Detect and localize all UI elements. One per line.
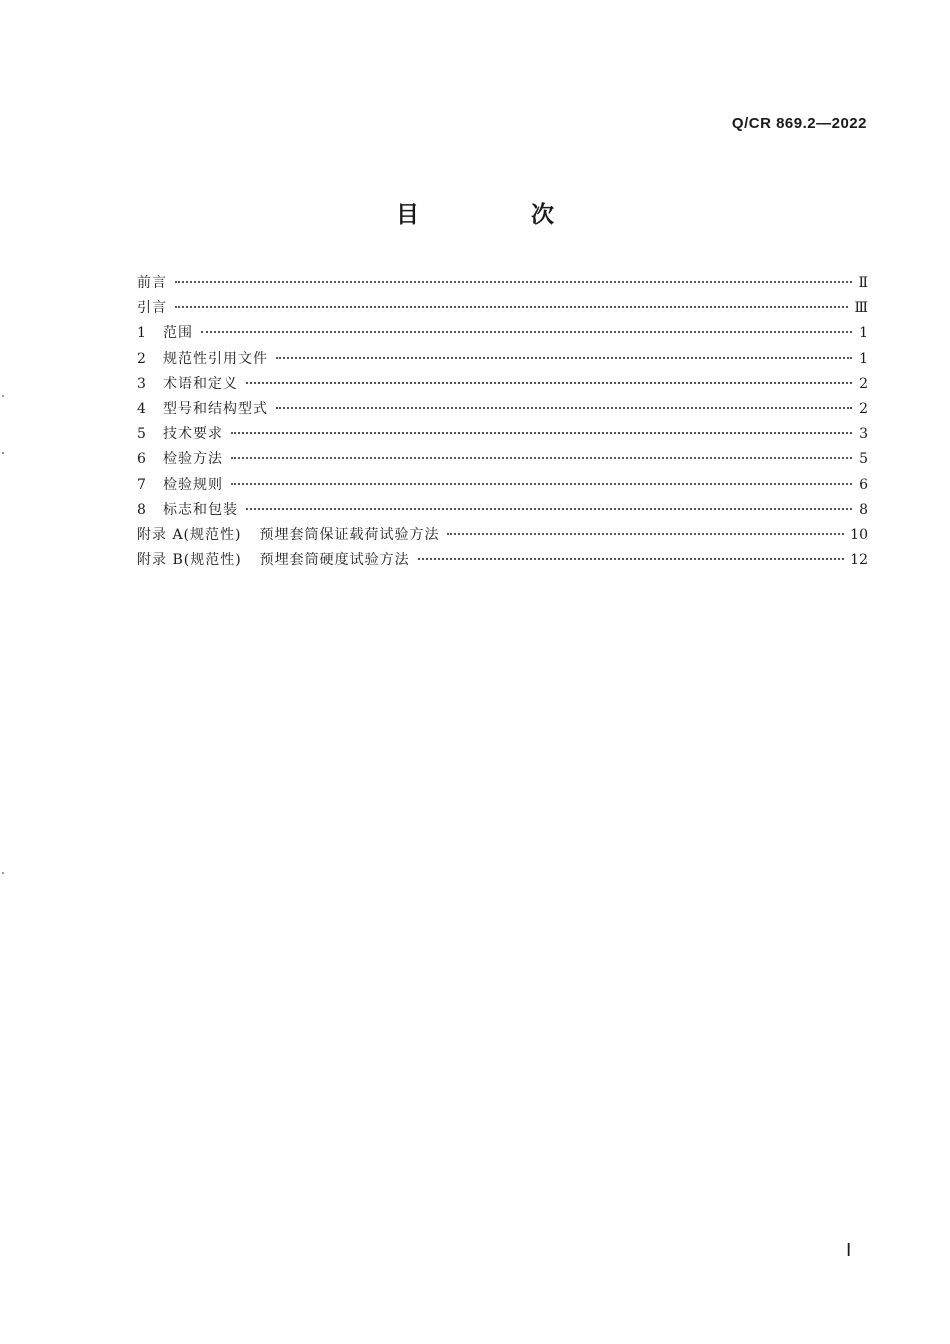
toc-entry-text: 引言 [137,300,167,317]
toc-entry-page: 6 [859,476,868,493]
document-code: Q/CR 869.2—2022 [731,115,867,132]
scan-speck [2,872,4,874]
toc-entry-page: 5 [859,451,868,468]
toc-entry-number: 8 [137,501,146,518]
leader-dots [231,432,852,434]
page-number: Ⅰ [846,1240,852,1260]
toc-entry-text: 型号和结构型式 [163,400,268,417]
toc-entry-introduction[interactable] [137,296,868,321]
toc-entry-text: 附录 B(规范性) [137,552,242,569]
leader-dots [201,331,852,333]
leader-dots [276,407,852,409]
toc-entry-text: 附录 A(规范性) [137,526,242,543]
leader-dots [231,457,852,459]
leader-dots [231,483,852,485]
toc-entry-models-structure[interactable] [137,397,868,422]
toc-entry-text: 范围 [163,325,193,342]
toc-entry-appendix-b[interactable] [137,548,868,573]
toc-entry-text: 标志和包装 [163,501,238,518]
leader-dots [175,306,848,308]
toc-entry-number: 6 [137,451,146,468]
toc-entry-scope[interactable] [137,321,868,346]
toc-entry-page: Ⅱ [858,275,868,291]
toc-entry-page: 3 [859,426,868,443]
leader-dots [246,508,852,510]
toc-entry-appendix-title: 预埋套筒保证载荷试验方法 [259,526,440,543]
toc-entry-text: 检验规则 [163,476,223,493]
toc-entry-appendix-title: 预埋套筒硬度试验方法 [259,552,410,569]
toc-entry-test-methods[interactable] [137,447,868,472]
toc-entry-foreword[interactable] [137,271,868,296]
toc-entry-inspection-rules[interactable] [137,473,868,498]
toc-entry-appendix-a[interactable] [137,523,868,548]
toc-entry-page: 2 [859,375,868,392]
leader-dots [447,533,844,535]
toc-entry-number: 3 [137,375,146,392]
toc-entry-page: 8 [859,501,868,518]
leader-dots [276,357,852,359]
toc-entry-number: 2 [137,350,146,367]
toc-entry-page: 1 [859,350,868,367]
toc-entry-marking-packaging[interactable] [137,498,868,523]
toc-entry-terms-definitions[interactable] [137,372,868,397]
leader-dots [246,382,852,384]
scan-speck [2,395,4,397]
toc-entry-page: 12 [850,552,868,569]
toc-entry-text: 检验方法 [163,451,223,468]
toc-entry-technical-requirements[interactable] [137,422,868,447]
toc-entry-number: 4 [137,400,146,417]
toc-entry-number: 7 [137,476,146,493]
scan-speck [2,452,4,454]
toc-entry-page: 2 [859,400,868,417]
toc-entry-text: 规范性引用文件 [163,350,268,367]
toc-entry-text: 术语和定义 [163,375,238,392]
toc-entry-text: 技术要求 [163,426,223,443]
toc-entry-number: 5 [137,426,146,443]
leader-dots [418,558,845,560]
table-of-contents [137,271,868,573]
toc-entry-text: 前言 [137,275,167,291]
toc-entry-normative-references[interactable] [137,347,868,372]
page-title: 目 次 [395,202,606,228]
toc-entry-page: Ⅲ [854,300,868,317]
toc-entry-page: 10 [850,526,868,543]
leader-dots [175,281,852,283]
toc-entry-number: 1 [137,325,146,342]
toc-entry-page: 1 [859,325,868,342]
